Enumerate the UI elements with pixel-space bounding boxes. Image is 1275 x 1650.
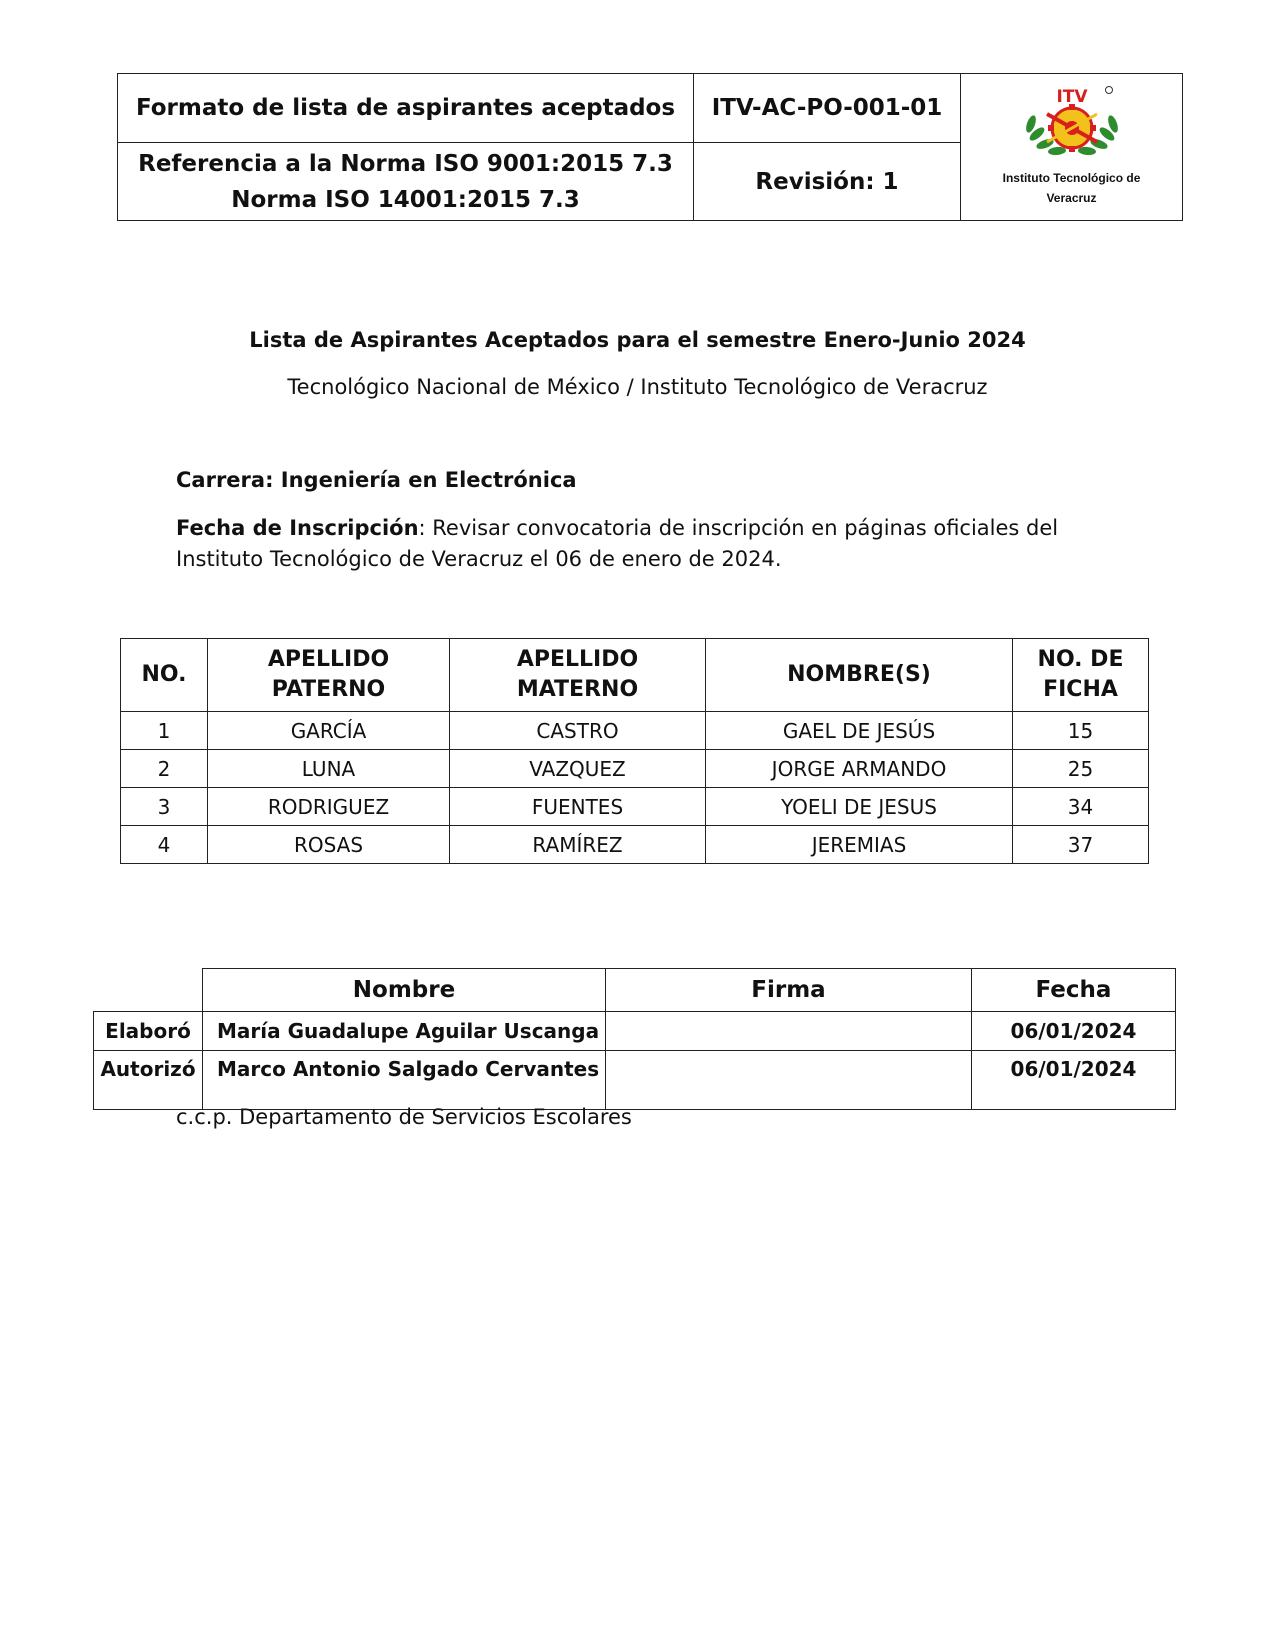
col-no-ficha-header: NO. DE FICHA xyxy=(1013,639,1149,712)
document-code: ITV-AC-PO-001-01 xyxy=(694,74,961,143)
col-nombres-header: NOMBRE(S) xyxy=(706,639,1013,712)
col-apellido-paterno-cell: LUNA xyxy=(208,750,450,788)
iso-reference: Referencia a la Norma ISO 9001:2015 7.3 Norma ISO 14001:2015 7.3 xyxy=(118,143,694,221)
col-apellido-materno-cell: RAMÍREZ xyxy=(450,826,706,864)
fecha-label: Fecha de Inscripción xyxy=(176,516,419,540)
col-apellido-paterno-cell: GARCÍA xyxy=(208,712,450,750)
col-no-cell: 2 xyxy=(121,750,208,788)
table-row xyxy=(121,826,1149,864)
col-apellido-materno-cell: FUENTES xyxy=(450,788,706,826)
page-subtitle: Tecnológico Nacional de México / Instituto Tecnológico de Veracruz xyxy=(287,375,988,399)
fecha-inscripcion xyxy=(176,513,1106,575)
revision: Revisión: 1 xyxy=(694,143,961,221)
col-nombres-cell: JEREMIAS xyxy=(706,826,1013,864)
document-header xyxy=(117,73,1183,221)
itv-logo-icon xyxy=(1017,84,1127,166)
col-apellido-paterno-cell: ROSAS xyxy=(208,826,450,864)
format-title: Formato de lista de aspirantes aceptados xyxy=(118,74,694,143)
signature-row-elaboro xyxy=(94,1012,1176,1051)
page-title: Lista de Aspirantes Aceptados para el semestre Enero-Junio 2024 xyxy=(249,328,1026,352)
col-no-ficha-cell: 34 xyxy=(1013,788,1149,826)
col-no-cell: 1 xyxy=(121,712,208,750)
signature-date: 06/01/2024 xyxy=(972,1012,1176,1051)
col-no-cell: 3 xyxy=(121,788,208,826)
table-header-row xyxy=(121,639,1149,712)
students-table xyxy=(120,638,1149,864)
blank-cell xyxy=(94,969,203,1012)
name-header: Nombre xyxy=(203,969,606,1012)
col-no-cell: 4 xyxy=(121,826,208,864)
col-apellido-materno-cell: CASTRO xyxy=(450,712,706,750)
logo-caption: Instituto Tecnológico de Veracruz xyxy=(1002,171,1141,205)
col-apellido-materno-header: APELLIDO MATERNO xyxy=(450,639,706,712)
signer-name: Marco Antonio Salgado Cervantes xyxy=(203,1051,606,1110)
role-label: Autorizó xyxy=(94,1051,203,1110)
col-apellido-paterno-header: APELLIDO PATERNO xyxy=(208,639,450,712)
carrera: Carrera: Ingeniería en Electrónica xyxy=(176,468,577,492)
signature-field xyxy=(606,1012,972,1051)
logo-cell xyxy=(961,74,1183,221)
col-apellido-materno-cell: VAZQUEZ xyxy=(450,750,706,788)
date-header: Fecha xyxy=(972,969,1176,1012)
col-nombres-cell: JORGE ARMANDO xyxy=(706,750,1013,788)
table-row xyxy=(121,712,1149,750)
signer-name: María Guadalupe Aguilar Uscanga xyxy=(203,1012,606,1051)
table-row xyxy=(121,788,1149,826)
role-label: Elaboró xyxy=(94,1012,203,1051)
signature-date: 06/01/2024 xyxy=(972,1051,1176,1110)
signature-field xyxy=(606,1051,972,1110)
logo-text: ITV xyxy=(1055,87,1088,107)
signature-header: Firma xyxy=(606,969,972,1012)
signature-table xyxy=(93,968,1176,1110)
col-no-header: NO. xyxy=(121,639,208,712)
table-row xyxy=(121,750,1149,788)
col-nombres-cell: YOELI DE JESUS xyxy=(706,788,1013,826)
col-no-ficha-cell: 37 xyxy=(1013,826,1149,864)
col-no-ficha-cell: 15 xyxy=(1013,712,1149,750)
col-nombres-cell: GAEL DE JESÚS xyxy=(706,712,1013,750)
signature-row-autorizo xyxy=(94,1051,1176,1110)
fecha-text: : Revisar convocatoria de inscripción en páginas oficiales del Instituto Tecnológico de Veracruz el 06 de enero de 2024. xyxy=(176,516,1059,571)
ccp-note: c.c.p. Departamento de Servicios Escolares xyxy=(176,1105,632,1129)
col-apellido-paterno-cell: RODRIGUEZ xyxy=(208,788,450,826)
col-no-ficha-cell: 25 xyxy=(1013,750,1149,788)
